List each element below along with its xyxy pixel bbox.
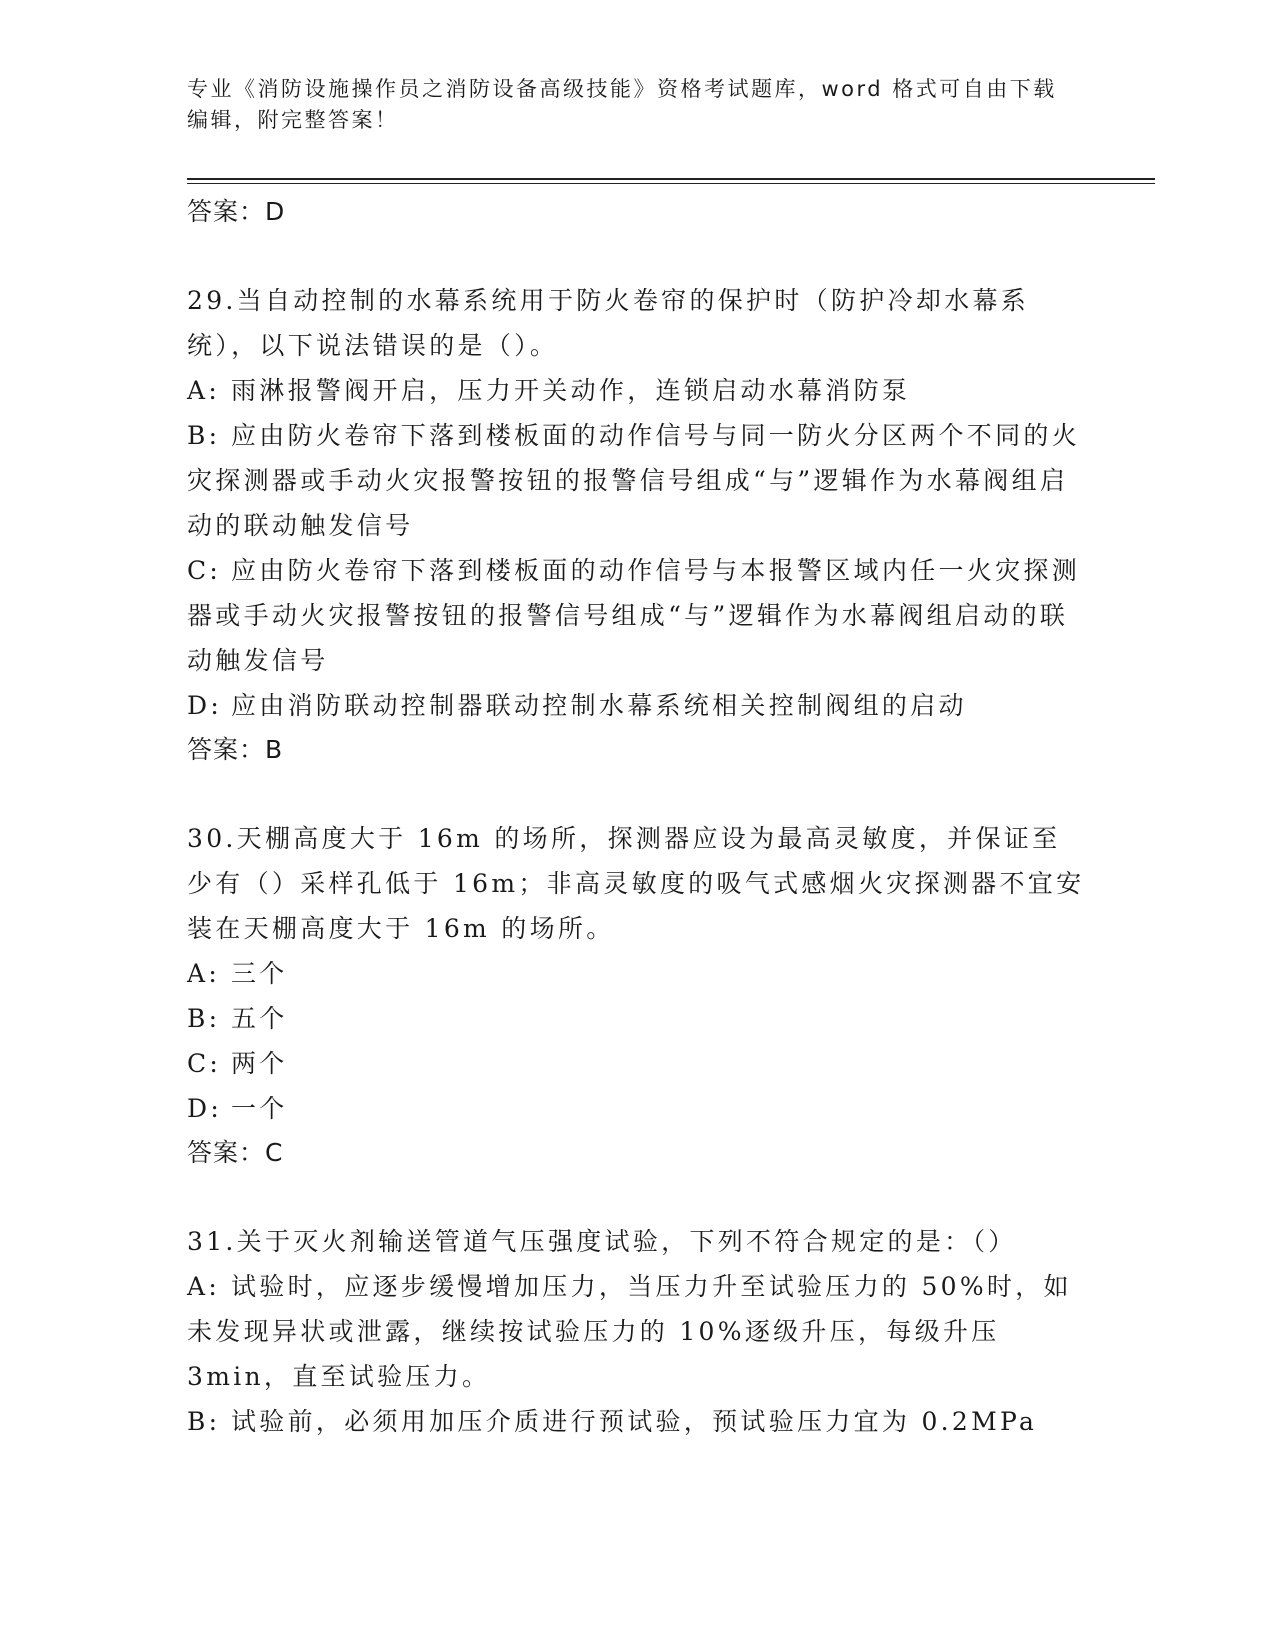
document-body xyxy=(187,190,1087,1444)
option-label: B: xyxy=(187,421,221,450)
option-text: 试验前，必须用加压介质进行预试验，预试验压力宜为 0.2MPa xyxy=(231,1407,1038,1436)
option-d xyxy=(187,1086,1087,1131)
option-a xyxy=(187,1264,1087,1399)
answer-line: 答案：C xyxy=(187,1138,284,1167)
option-label: B: xyxy=(187,1407,221,1436)
option-a xyxy=(187,951,1087,996)
answer-line: 答案：D xyxy=(187,197,286,226)
page-header: 专业《消防设施操作员之消防设备高级技能》资格考试题库，word 格式可自由下载编辑，附完整答案！ xyxy=(187,77,1057,132)
answer-line: 答案：B xyxy=(187,735,284,764)
header-rule-thin xyxy=(187,183,1155,184)
option-label: A: xyxy=(187,1272,221,1301)
option-d xyxy=(187,683,1087,728)
option-text: 雨淋报警阀开启，压力开关动作，连锁启动水幕消防泵 xyxy=(231,376,911,405)
question-block xyxy=(187,278,1087,772)
question-block xyxy=(187,816,1087,1175)
option-a xyxy=(187,368,1087,413)
option-c xyxy=(187,1041,1087,1086)
option-text: 应由防火卷帘下落到楼板面的动作信号与本报警区域内任一火灾探测器或手动火灾报警按钮的报警信号组成“与”逻辑作为水幕阀组启动的联动触发信号 xyxy=(187,556,1081,675)
option-label: D: xyxy=(187,691,223,720)
option-text: 一个 xyxy=(231,1094,288,1123)
option-b xyxy=(187,1399,1087,1444)
option-text: 试验时，应逐步缓慢增加压力，当压力升至试验压力的 50%时，如未发现异状或泄露，继续按试验压力的 10%逐级升压，每级升压 3min，直至试验压力。 xyxy=(187,1272,1072,1391)
question-text: 29.当自动控制的水幕系统用于防火卷帘的保护时（防护冷却水幕系统），以下说法错误的是（）。 xyxy=(187,286,1030,360)
option-text: 三个 xyxy=(231,959,288,988)
option-b xyxy=(187,413,1087,548)
option-label: A: xyxy=(187,376,221,405)
option-label: B: xyxy=(187,1004,221,1033)
option-text: 五个 xyxy=(231,1004,288,1033)
option-label: C: xyxy=(187,1049,222,1078)
option-b xyxy=(187,996,1087,1041)
option-label: D: xyxy=(187,1094,223,1123)
option-text: 应由消防联动控制器联动控制水幕系统相关控制阀组的启动 xyxy=(231,691,967,720)
option-label: C: xyxy=(187,556,222,585)
option-c xyxy=(187,548,1087,683)
option-text: 两个 xyxy=(231,1049,288,1078)
question-text: 31.关于灭火剂输送管道气压强度试验，下列不符合规定的是：（） xyxy=(187,1227,1017,1256)
question-text: 30.天棚高度大于 16m 的场所，探测器应设为最高灵敏度，并保证至少有（）采样孔低于 16m；非高灵敏度的吸气式感烟火灾探测器不宜安装在天棚高度大于 16m 的场所。 xyxy=(187,824,1085,943)
header-rule-thick xyxy=(187,178,1155,180)
option-text: 应由防火卷帘下落到楼板面的动作信号与同一防火分区两个不同的火灾探测器或手动火灾报警按钮的报警信号组成“与”逻辑作为水幕阀组启动的联动触发信号 xyxy=(187,421,1081,540)
option-label: A: xyxy=(187,959,221,988)
question-block xyxy=(187,1219,1087,1444)
